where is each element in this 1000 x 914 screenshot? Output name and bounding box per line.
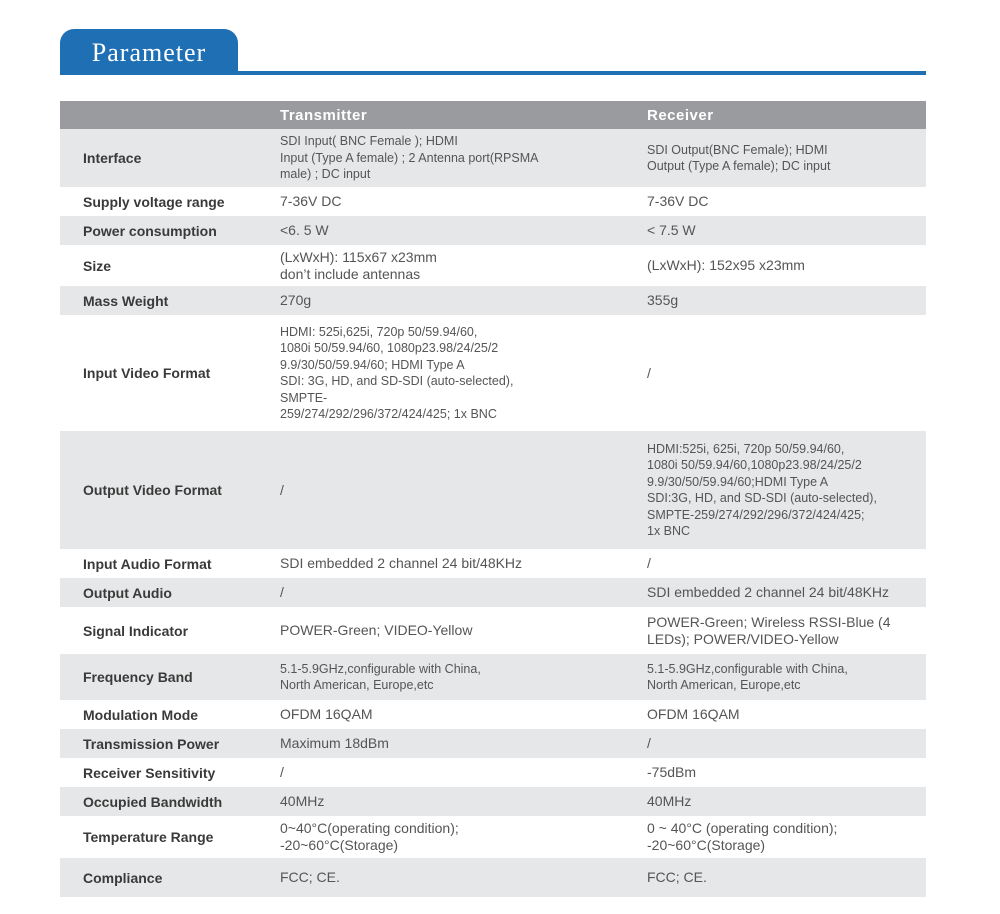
- tx-value: 7-36V DC: [280, 193, 342, 209]
- table-row: [60, 578, 926, 607]
- section-title: Parameter: [91, 38, 207, 67]
- rx-value: OFDM 16QAM: [647, 706, 740, 722]
- table-row: [60, 286, 926, 315]
- tx-value: 5.1-5.9GHz,configurable with China, North American, Europe,etc: [280, 661, 481, 692]
- tx-value: SDI embedded 2 channel 24 bit/48KHz: [280, 555, 523, 571]
- row-label: Mass Weight: [83, 292, 169, 309]
- row-label: Temperature Range: [83, 829, 214, 845]
- row-label: Input Video Format: [83, 365, 211, 381]
- row-label: Input Audio Format: [83, 555, 212, 572]
- rx-value: 355g: [647, 292, 679, 308]
- rx-value: FCC; CE.: [647, 869, 707, 885]
- rx-value: 0 ~ 40°C (operating condition); -20~60°C(Storage): [647, 820, 838, 853]
- tx-value: 0~40°C(operating condition); -20~60°C(Storage): [280, 820, 459, 853]
- table-row: [60, 315, 926, 431]
- tx-value: /: [280, 584, 284, 600]
- tx-value: 270g: [280, 292, 312, 308]
- row-label: Transmission Power: [83, 735, 220, 752]
- table-header: [60, 101, 926, 129]
- table-row: [60, 858, 926, 897]
- row-label: Signal Indicator: [83, 622, 189, 639]
- section-rule: [60, 71, 926, 75]
- row-label: Output Audio: [83, 584, 172, 601]
- rx-value: (LxWxH): 152x95 x23mm: [647, 257, 805, 273]
- row-label: Occupied Bandwidth: [83, 793, 223, 810]
- row-label: Power consumption: [83, 222, 217, 239]
- header-transmitter: Transmitter: [280, 106, 368, 124]
- tx-value: Maximum 18dBm: [280, 735, 389, 751]
- rx-value: SDI Output(BNC Female); HDMI Output (Type A female); DC input: [647, 142, 831, 173]
- row-label: Frequency Band: [83, 669, 193, 685]
- table-row: [60, 607, 926, 654]
- row-label: Interface: [83, 150, 142, 166]
- table-row: [60, 216, 926, 245]
- row-label: Output Video Format: [83, 482, 222, 498]
- tx-value: HDMI: 525i,625i, 720p 50/59.94/60, 1080i 50/59.94/60, 1080p23.98/24/25/2 9.9/30/50/59.94/60; HDMI Type A SDI: 3G, HD, and SD-SDI (auto-selected), SMPTE- 259/274/292/296/372/424/425; 1x BNC: [280, 324, 514, 421]
- table-row: [60, 549, 926, 578]
- tx-value: 40MHz: [280, 793, 325, 809]
- tx-value: OFDM 16QAM: [280, 706, 373, 722]
- row-label: Receiver Sensitivity: [83, 764, 216, 781]
- table-row: [60, 245, 926, 286]
- table-row: [60, 700, 926, 729]
- table-row: [60, 816, 926, 858]
- tx-value: (LxWxH): 115x67 x23mm don’t include antennas: [280, 248, 437, 282]
- rx-value: HDMI:525i, 625i, 720p 50/59.94/60, 1080i 50/59.94/60,1080p23.98/24/25/2 9.9/30/50/59.94/60;HDMI Type A SDI:3G, HD, and SD-SDI (auto-selected), SMPTE-259/274/292/296/372/424/425; 1x BNC: [647, 441, 877, 538]
- tx-value: <6. 5 W: [280, 222, 329, 238]
- row-label: Compliance: [83, 869, 163, 886]
- rx-value: 40MHz: [647, 793, 692, 809]
- table-row: [60, 787, 926, 816]
- rx-value: 5.1-5.9GHz,configurable with China, North American, Europe,etc: [647, 661, 848, 692]
- table-row: [60, 129, 926, 187]
- rx-value: /: [647, 735, 651, 751]
- table-row: [60, 431, 926, 549]
- tx-value: /: [280, 764, 284, 780]
- tx-value: FCC; CE.: [280, 869, 340, 885]
- rx-value: /: [647, 364, 651, 381]
- tx-value: SDI Input( BNC Female ); HDMI Input (Type A female) ; 2 Antenna port(RPSMA male) ; DC input: [280, 134, 539, 182]
- row-label: Size: [83, 257, 112, 274]
- rx-value: POWER-Green; Wireless RSSI-Blue (4 LEDs); POWER/VIDEO-Yellow: [647, 613, 891, 647]
- rx-value: < 7.5 W: [647, 222, 696, 238]
- rx-value: /: [647, 555, 651, 571]
- rx-value: -75dBm: [647, 764, 697, 780]
- header-receiver: Receiver: [647, 106, 714, 124]
- table-row: [60, 729, 926, 758]
- table-row: [60, 654, 926, 700]
- tx-value: POWER-Green; VIDEO-Yellow: [280, 622, 473, 638]
- row-label: Supply voltage range: [83, 193, 225, 210]
- tx-value: /: [280, 481, 284, 498]
- rx-value: SDI embedded 2 channel 24 bit/48KHz: [647, 584, 890, 600]
- parameter-table: [60, 101, 926, 897]
- rx-value: 7-36V DC: [647, 193, 709, 209]
- table-row: [60, 758, 926, 787]
- table-row: [60, 187, 926, 216]
- section-tab: [60, 29, 238, 74]
- row-label: Modulation Mode: [83, 706, 199, 723]
